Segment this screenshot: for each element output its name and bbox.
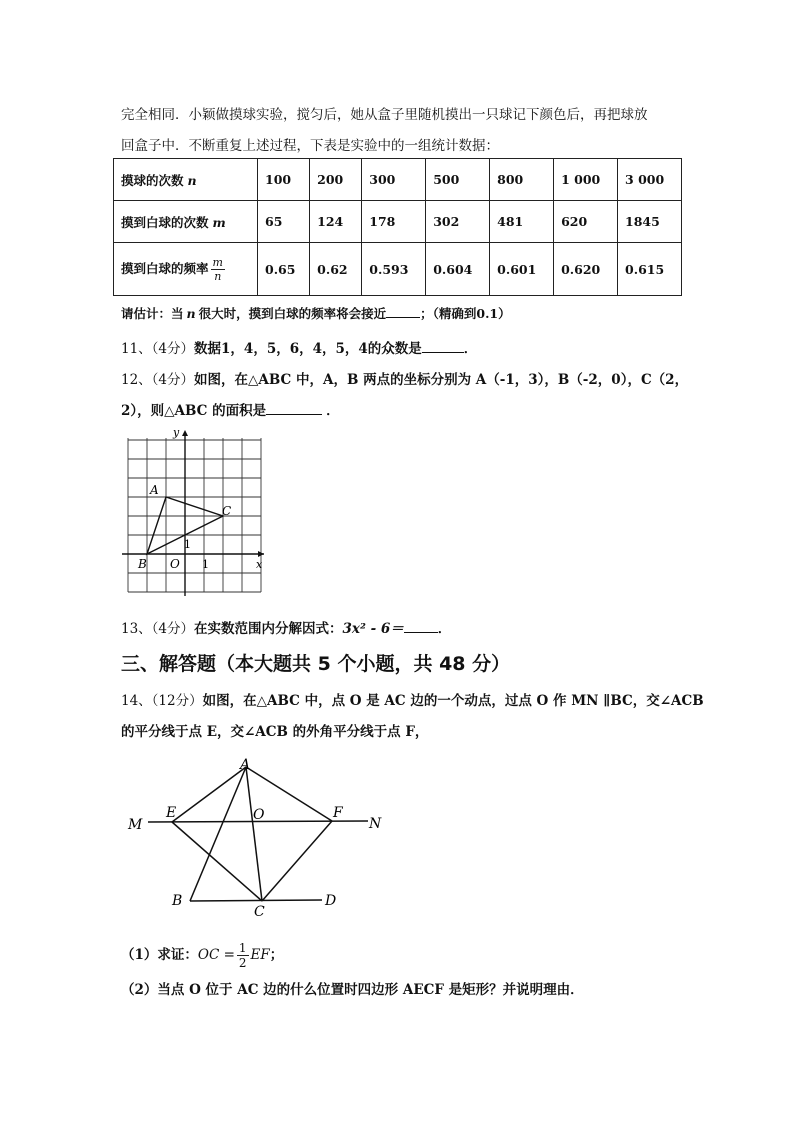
table-cell: 1845 xyxy=(618,201,682,243)
experiment-table xyxy=(113,158,682,296)
section-heading: 三、解答题（本大题共 5 个小题，共 48 分） xyxy=(121,653,511,675)
label-o: O xyxy=(253,807,265,823)
table-cell: 0.604 xyxy=(426,243,490,296)
row-label-white-count: 摸到白球的次数 m xyxy=(114,201,258,243)
answer-blank xyxy=(386,317,420,318)
table-cell: 200 xyxy=(310,159,362,201)
table-cell: 620 xyxy=(554,201,618,243)
question-13: 13、（4分）在实数范围内分解因式：3x² - 6＝ ． xyxy=(121,621,452,637)
grid-lines xyxy=(128,438,261,592)
question-14-part-2: （2）当点 O 位于 AC 边的什么位置时四边形 AECF 是矩形？并说明理由． xyxy=(121,982,584,998)
label-n: N xyxy=(369,816,382,832)
table-cell: 800 xyxy=(490,159,554,201)
table-cell: 3 000 xyxy=(618,159,682,201)
segment-fc xyxy=(262,821,332,901)
geometry-figure xyxy=(120,755,390,927)
table-cell: 100 xyxy=(258,159,310,201)
table-cell: 0.620 xyxy=(554,243,618,296)
table-cell: 65 xyxy=(258,201,310,243)
table-cell: 481 xyxy=(490,201,554,243)
table-cell: 0.593 xyxy=(362,243,426,296)
label-c: C xyxy=(254,904,265,920)
intro-line-2: 回盒子中．不断重复上述过程，下表是实验中的一组统计数据： xyxy=(121,138,499,154)
table-cell: 300 xyxy=(362,159,426,201)
table-cell: 124 xyxy=(310,201,362,243)
label-m: M xyxy=(128,817,143,833)
label-b: B xyxy=(172,893,183,909)
y-axis-arrow xyxy=(182,430,188,436)
segment-ec xyxy=(172,822,262,901)
y-axis-label: y xyxy=(173,426,180,439)
table-cell: 0.65 xyxy=(258,243,310,296)
table-cell: 0.601 xyxy=(490,243,554,296)
estimate-line: 请估计：当 n 很大时，摸到白球的频率将会接近 ；（精确到0.1） xyxy=(121,306,511,321)
point-b-label: B xyxy=(138,557,147,571)
table-cell: 178 xyxy=(362,201,426,243)
point-a-label: A xyxy=(150,483,159,497)
x-axis-label: x xyxy=(256,558,263,571)
table-cell: 0.62 xyxy=(310,243,362,296)
segment-ac xyxy=(246,767,262,901)
unit-x-label: 1 xyxy=(202,558,209,571)
question-12-line-2: 2），则△ABC 的面积是 ． xyxy=(121,403,340,419)
label-e: E xyxy=(166,805,177,821)
table-row xyxy=(114,159,682,201)
table-cell: 1 000 xyxy=(554,159,618,201)
point-c-label: C xyxy=(222,504,232,518)
line-bd xyxy=(190,900,322,901)
intro-line-1: 完全相同．小颖做摸球实验，搅匀后，她从盒子里随机摸出一只球记下颜色后，再把球放 xyxy=(121,107,648,123)
question-14-part-1: （1）求证：OC = $\frac{1}{2}$ EF； xyxy=(121,941,284,970)
unit-y-label: 1 xyxy=(184,538,191,551)
coordinate-grid-figure xyxy=(118,426,268,598)
row-label-draws: 摸球的次数 n xyxy=(114,159,258,201)
table-row xyxy=(114,243,682,296)
answer-blank xyxy=(404,632,438,633)
answer-blank xyxy=(422,352,464,353)
label-a: A xyxy=(240,757,251,773)
answer-blank xyxy=(266,414,322,415)
question-14-line-1: 14、（12分）如图，在△ABC 中，点 O 是 AC 边的一个动点，过点 O 作 MN ∥BC，交∠ACB xyxy=(121,693,704,709)
label-d: D xyxy=(325,893,337,909)
table-cell: 0.615 xyxy=(618,243,682,296)
table-row xyxy=(114,201,682,243)
question-11: 11、（4分）数据1，4，5，6，4，5，4的众数是 ． xyxy=(121,341,478,357)
table-cell: 302 xyxy=(426,201,490,243)
question-12-line-1: 12、（4分）如图，在△ABC 中，A，B 两点的坐标分别为 A（-1，3），B（-2，0），C（2， xyxy=(121,372,689,388)
origin-label: O xyxy=(170,557,180,571)
question-14-line-2: 的平分线于点 E，交∠ACB 的外角平分线于点 F， xyxy=(121,724,429,740)
row-label-frequency: 摸到白球的频率 $\frac{m}{n}$ xyxy=(114,243,258,296)
label-f: F xyxy=(333,805,343,821)
table-cell: 500 xyxy=(426,159,490,201)
